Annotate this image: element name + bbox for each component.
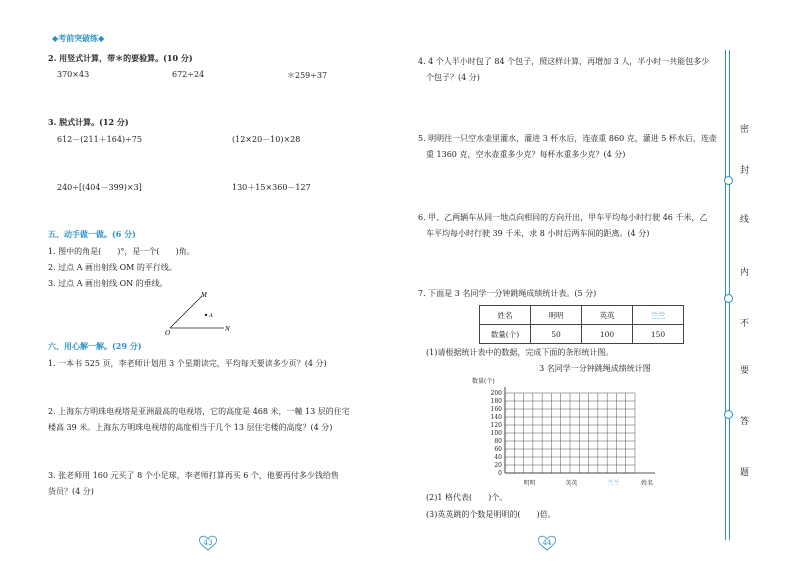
x-tick-label: 明明 <box>523 480 536 487</box>
score-table <box>479 305 684 344</box>
label-a: A <box>209 313 213 319</box>
section-6-title: 六、用心解一解。(29 分) <box>48 341 142 351</box>
y-tick-label: 20 <box>494 462 502 469</box>
q2-item-3: ＊259÷37 <box>287 71 328 80</box>
q3-item-2: (12×20－10)×28 <box>232 135 301 144</box>
q5-line1: 5. 明明往一只空水壶里灌水，灌进 3 杯水后，连壶重 860 克，灌进 5 杯水后，连壶 <box>418 134 717 143</box>
angle-figure <box>160 288 240 338</box>
label-o: O <box>165 329 171 337</box>
y-tick-label: 80 <box>494 438 502 445</box>
s6-q3-line2: 货员？(4 分) <box>48 487 94 496</box>
q7-sub3: (3)英英跳的个数是明明的( )倍。 <box>426 510 556 519</box>
seal-dot <box>724 176 733 185</box>
q7-sub1: (1)请根据统计表中的数据，完成下面的条形统计图。 <box>426 348 614 357</box>
seal-char: 封 <box>740 166 750 176</box>
table-row <box>480 325 684 344</box>
seal-char: 线 <box>740 215 750 225</box>
table-cell: 50 <box>531 325 582 344</box>
s5-item-3: 3. 过点 A 画出射线 ON 的垂线。 <box>48 279 168 288</box>
q3-title: 3. 脱式计算。(12 分) <box>48 117 129 127</box>
seal-dot <box>724 410 733 419</box>
page-number-left: 43 <box>203 539 213 547</box>
chart-title: 3 名同学一分钟跳绳成绩统计图 <box>539 364 651 373</box>
q6-line1: 6. 甲、乙两辆车从同一地点向相同的方向开出，甲车平均每小时行驶 46 千米，乙 <box>418 213 708 222</box>
q7-sub2: (2)1 格代表( )个。 <box>426 493 508 502</box>
q2-item-1: 370×43 <box>57 70 90 79</box>
q2-item-2: 672÷24 <box>172 70 205 79</box>
table-header: 明明 <box>531 306 582 325</box>
q7-title: 7. 下面是 3 名同学一分钟跳绳成绩统计表。(5 分) <box>418 289 597 298</box>
seal-char: 答 <box>740 417 750 427</box>
q3-item-3: 240÷[(404－399)×3] <box>57 183 142 192</box>
y-axis-label: 数量(个) <box>472 378 495 385</box>
seal-char: 内 <box>740 268 750 278</box>
seal-dot <box>724 294 733 303</box>
s6-q2-line1: 2. 上海东方明珠电视塔是亚洲最高的电视塔，它的高度是 468 米，一幢 13 层的住宅 <box>48 407 350 416</box>
seal-char: 密 <box>740 125 750 135</box>
y-tick-label: 120 <box>490 422 502 429</box>
x-tick-label: 英英 <box>565 480 578 487</box>
seal-char: 要 <box>740 366 750 376</box>
table-header: 姓名 <box>480 306 531 325</box>
y-tick-label: 180 <box>490 398 502 405</box>
y-tick-label: 100 <box>490 430 502 437</box>
q3-item-1: 612－(211＋164)÷75 <box>57 135 142 144</box>
table-header: 兰兰 <box>633 306 684 325</box>
y-tick-label: 200 <box>490 390 502 397</box>
x-tick-label: 兰兰 <box>607 480 620 487</box>
seal-char: 不 <box>740 319 750 329</box>
q2-title: 2. 用竖式计算，带＊的要验算。(10 分) <box>48 53 193 63</box>
section-badge: ◆考前突破练◆ <box>52 33 105 43</box>
seal-char: 题 <box>740 468 750 478</box>
q5-line2: 重 1360 克，空水壶重多少克？每杯水重多少克？(4 分) <box>426 150 626 159</box>
y-tick-label: 140 <box>490 414 502 421</box>
y-tick-label: 60 <box>494 446 502 453</box>
table-cell: 150 <box>633 325 684 344</box>
s6-q3-line1: 3. 张老师用 160 元买了 8 个小足球，李老师打算再买 6 个，他要再付多少钱给售 <box>48 471 339 480</box>
s5-item-2: 2. 过点 A 画出射线 OM 的平行线。 <box>48 263 177 272</box>
table-cell: 100 <box>582 325 633 344</box>
s6-q1: 1. 一本书 525 页，李老师计划用 3 个星期读完，平均每天要读多少页？(4 分) <box>48 359 327 368</box>
x-axis-label: 姓名 <box>640 480 654 487</box>
point-a <box>205 314 207 316</box>
ray-om <box>170 296 202 328</box>
section-5-title: 五、动手做一做。(6 分) <box>48 229 136 239</box>
y-tick-label: 160 <box>490 406 502 413</box>
page-number-right: 44 <box>542 539 552 547</box>
q4-line1: 4. 4 个人半小时包了 84 个包子，照这样计算，再增加 3 人，半小时一共能包多少 <box>418 57 710 66</box>
q4-line2: 个包子？(4 分) <box>426 73 480 82</box>
y-tick-label: 0 <box>498 470 502 477</box>
q3-item-4: 130＋15×360－127 <box>232 183 311 192</box>
s6-q2-line2: 楼高 39 米。上海东方明珠电视塔的高度相当于几个 13 层住宅楼的高度？(4 分) <box>48 423 333 432</box>
q6-line2: 车平均每小时行驶 39 千米，求 8 小时后两车间的距离。(4 分) <box>426 229 650 238</box>
label-n: N <box>225 325 230 333</box>
table-row <box>480 306 684 325</box>
bar-chart <box>470 375 660 490</box>
s5-item-1: 1. 图中的角是( )°，是一个( )角。 <box>48 247 195 256</box>
table-header: 英英 <box>582 306 633 325</box>
label-m: M <box>201 291 207 299</box>
y-tick-label: 40 <box>494 454 502 461</box>
table-row-label: 数量(个) <box>480 325 531 344</box>
